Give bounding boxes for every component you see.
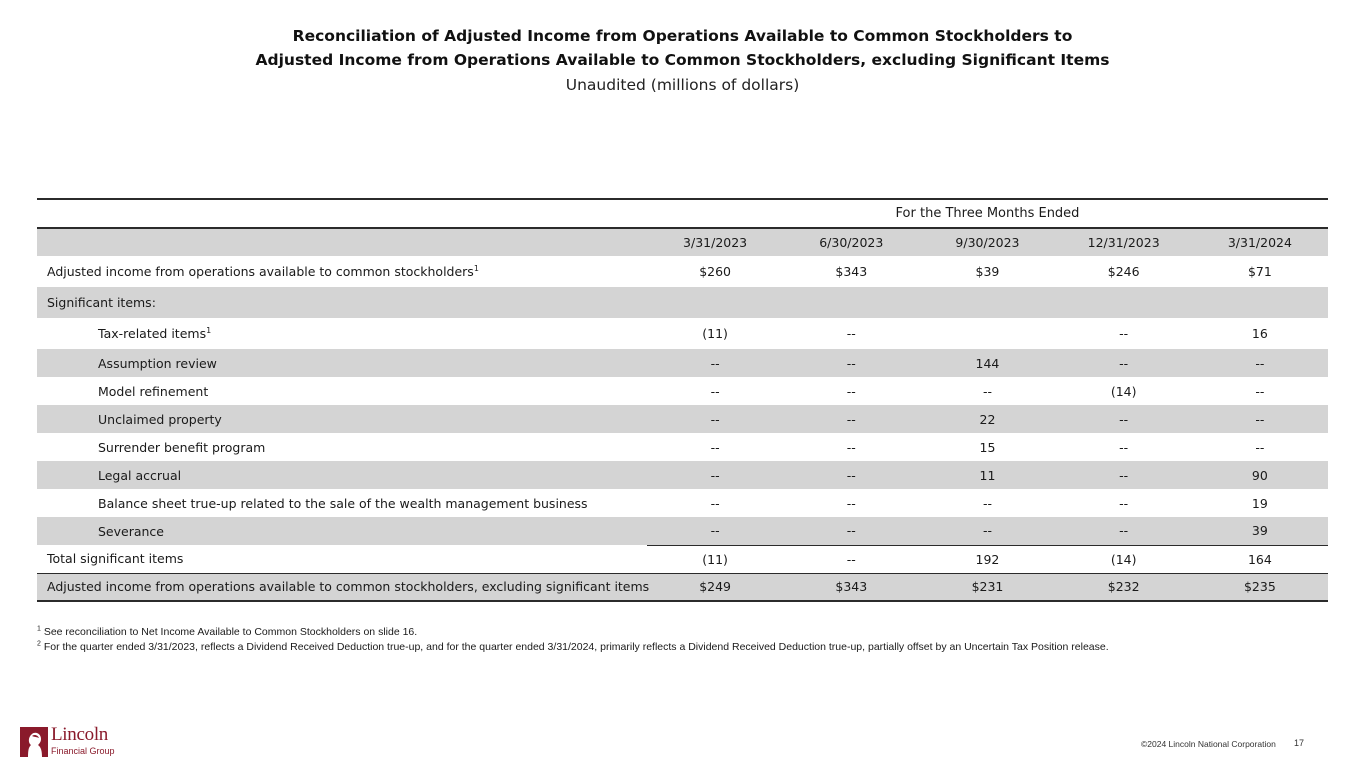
table-cell: $343	[835, 264, 868, 279]
logo-subtitle: Financial Group	[51, 746, 115, 756]
footnote-mark: 2	[37, 640, 41, 648]
footnote-marker: 1	[473, 263, 479, 273]
column-header: 12/31/2023	[1056, 228, 1192, 256]
table-cell: --	[710, 495, 720, 511]
footnotes	[37, 625, 1109, 655]
table-cell: $232	[1056, 573, 1192, 601]
table-cell: 11	[919, 461, 1055, 489]
table-cell: (14)	[1056, 545, 1192, 573]
table-row	[37, 405, 1328, 433]
table-cell: $343	[783, 573, 919, 601]
column-header: 3/31/2023	[647, 228, 783, 256]
table-row	[37, 377, 1328, 405]
table-row	[37, 461, 1328, 489]
table-cell	[919, 287, 1055, 318]
table-group-header-row	[37, 199, 1328, 228]
table-cell: 90	[1192, 461, 1328, 489]
table-cell: 22	[919, 405, 1055, 433]
table-cell: --	[1119, 439, 1129, 455]
table-cell: --	[783, 545, 919, 573]
table-cell: 16	[1251, 326, 1268, 341]
table-cell: --	[846, 495, 856, 511]
table-cell: --	[846, 326, 856, 341]
table-cell: --	[647, 461, 783, 489]
table-cell: --	[919, 517, 1055, 545]
table-row	[37, 349, 1328, 377]
table-cell: 15	[979, 439, 996, 455]
table-cell: --	[1056, 461, 1192, 489]
table-header-blank	[37, 199, 647, 228]
table-cell: --	[647, 405, 783, 433]
reconciliation-table	[37, 198, 1328, 602]
table-cell: (11)	[647, 545, 783, 573]
page-title-line-1: Reconciliation of Adjusted Income from Operations Available to Common Stockholders to	[292, 27, 1073, 45]
table-row	[37, 318, 1328, 349]
table-cell: 39	[1192, 517, 1328, 545]
lincoln-portrait-icon	[20, 727, 48, 757]
row-label: Legal accrual	[37, 461, 647, 489]
row-label	[37, 318, 647, 349]
table-cell: --	[647, 349, 783, 377]
table-cell: (14)	[1110, 383, 1137, 399]
lincoln-logo	[20, 726, 130, 760]
table-cell: --	[982, 383, 992, 399]
table-cell	[919, 318, 1055, 349]
table-cell: --	[647, 517, 783, 545]
table-cell: --	[1056, 349, 1192, 377]
column-header: 3/31/2024	[1192, 228, 1328, 256]
page-title-line-2: Adjusted Income from Operations Available to Common Stockholders, excluding Significant Items	[255, 51, 1110, 69]
group-header: For the Three Months Ended	[647, 199, 1328, 228]
table-date-header-row	[37, 228, 1328, 256]
table-cell: --	[710, 383, 720, 399]
table-cell: --	[982, 495, 992, 511]
table-cell: 144	[919, 349, 1055, 377]
table-row	[37, 517, 1328, 545]
table-cell: --	[846, 383, 856, 399]
row-label-text: Tax-related items	[98, 326, 207, 341]
table-cell: $71	[1247, 264, 1272, 279]
column-header: 9/30/2023	[919, 228, 1055, 256]
table-row	[37, 287, 1328, 318]
table-row	[37, 489, 1328, 517]
table-cell: --	[1255, 439, 1265, 455]
table-cell: --	[783, 349, 919, 377]
table-row	[37, 256, 1328, 287]
table-row-final	[37, 573, 1328, 601]
table-cell: --	[1255, 383, 1265, 399]
table-cell: --	[1192, 405, 1328, 433]
row-label: Significant items:	[37, 287, 647, 318]
footnote-1	[37, 625, 1109, 640]
table-cell	[783, 287, 919, 318]
table-cell	[1192, 287, 1328, 318]
table-cell: $231	[919, 573, 1055, 601]
title-block	[0, 24, 1365, 97]
page-number: 17	[1294, 738, 1305, 748]
row-label: Model refinement	[98, 383, 209, 399]
table-cell: --	[783, 461, 919, 489]
table-cell: --	[710, 439, 720, 455]
row-label: Severance	[37, 517, 647, 545]
table-cell: 164	[1192, 545, 1328, 573]
logo-name: Lincoln	[51, 724, 108, 745]
footnote-text: See reconciliation to Net Income Available to Common Stockholders on slide 16.	[43, 626, 418, 638]
table-cell: --	[783, 517, 919, 545]
footnote-text: For the quarter ended 3/31/2023, reflects a Dividend Received Deduction true-up, and for the quarter ended 3/31/2024, primarily reflects a Dividend Received Deduction true-up, partially offset by an Uncertain Tax Position release.	[43, 641, 1109, 653]
table-cell	[1056, 287, 1192, 318]
table-cell	[647, 287, 783, 318]
table-cell: $39	[975, 264, 1000, 279]
table-cell: 192	[919, 545, 1055, 573]
table-cell: (11)	[702, 326, 728, 341]
table-cell: --	[1119, 495, 1129, 511]
table-header-blank	[37, 228, 647, 256]
row-label: Assumption review	[37, 349, 647, 377]
footnote-marker: 1	[206, 325, 212, 335]
page-subtitle: Unaudited (millions of dollars)	[565, 76, 800, 94]
row-label: Adjusted income from operations available to common stockholders, excluding significant items	[37, 573, 647, 601]
table-cell: --	[1056, 517, 1192, 545]
table-cell: $260	[699, 264, 731, 279]
table-cell: --	[1119, 326, 1129, 341]
row-label: Total significant items	[47, 551, 184, 567]
row-label: Unclaimed property	[37, 405, 647, 433]
table-cell: --	[1192, 349, 1328, 377]
column-header: 6/30/2023	[783, 228, 919, 256]
table-row	[37, 433, 1328, 461]
footnote-mark: 1	[37, 625, 41, 633]
row-label	[37, 256, 647, 287]
footnote-2	[37, 640, 1109, 655]
table-cell: --	[783, 405, 919, 433]
reconciliation-table-container	[37, 198, 1328, 602]
table-cell: --	[1056, 405, 1192, 433]
table-cell: $249	[647, 573, 783, 601]
row-label: Surrender benefit program	[98, 439, 266, 455]
table-cell: 19	[1251, 495, 1268, 511]
row-label-text: Adjusted income from operations available to common stockholders	[47, 264, 474, 279]
table-cell: $246	[1107, 264, 1140, 279]
table-row-total	[37, 545, 1328, 573]
table-cell: $235	[1192, 573, 1328, 601]
table-cell: --	[846, 439, 856, 455]
copyright: ©2024 Lincoln National Corporation	[1141, 739, 1276, 749]
row-label: Balance sheet true-up related to the sale of the wealth management business	[98, 495, 588, 511]
